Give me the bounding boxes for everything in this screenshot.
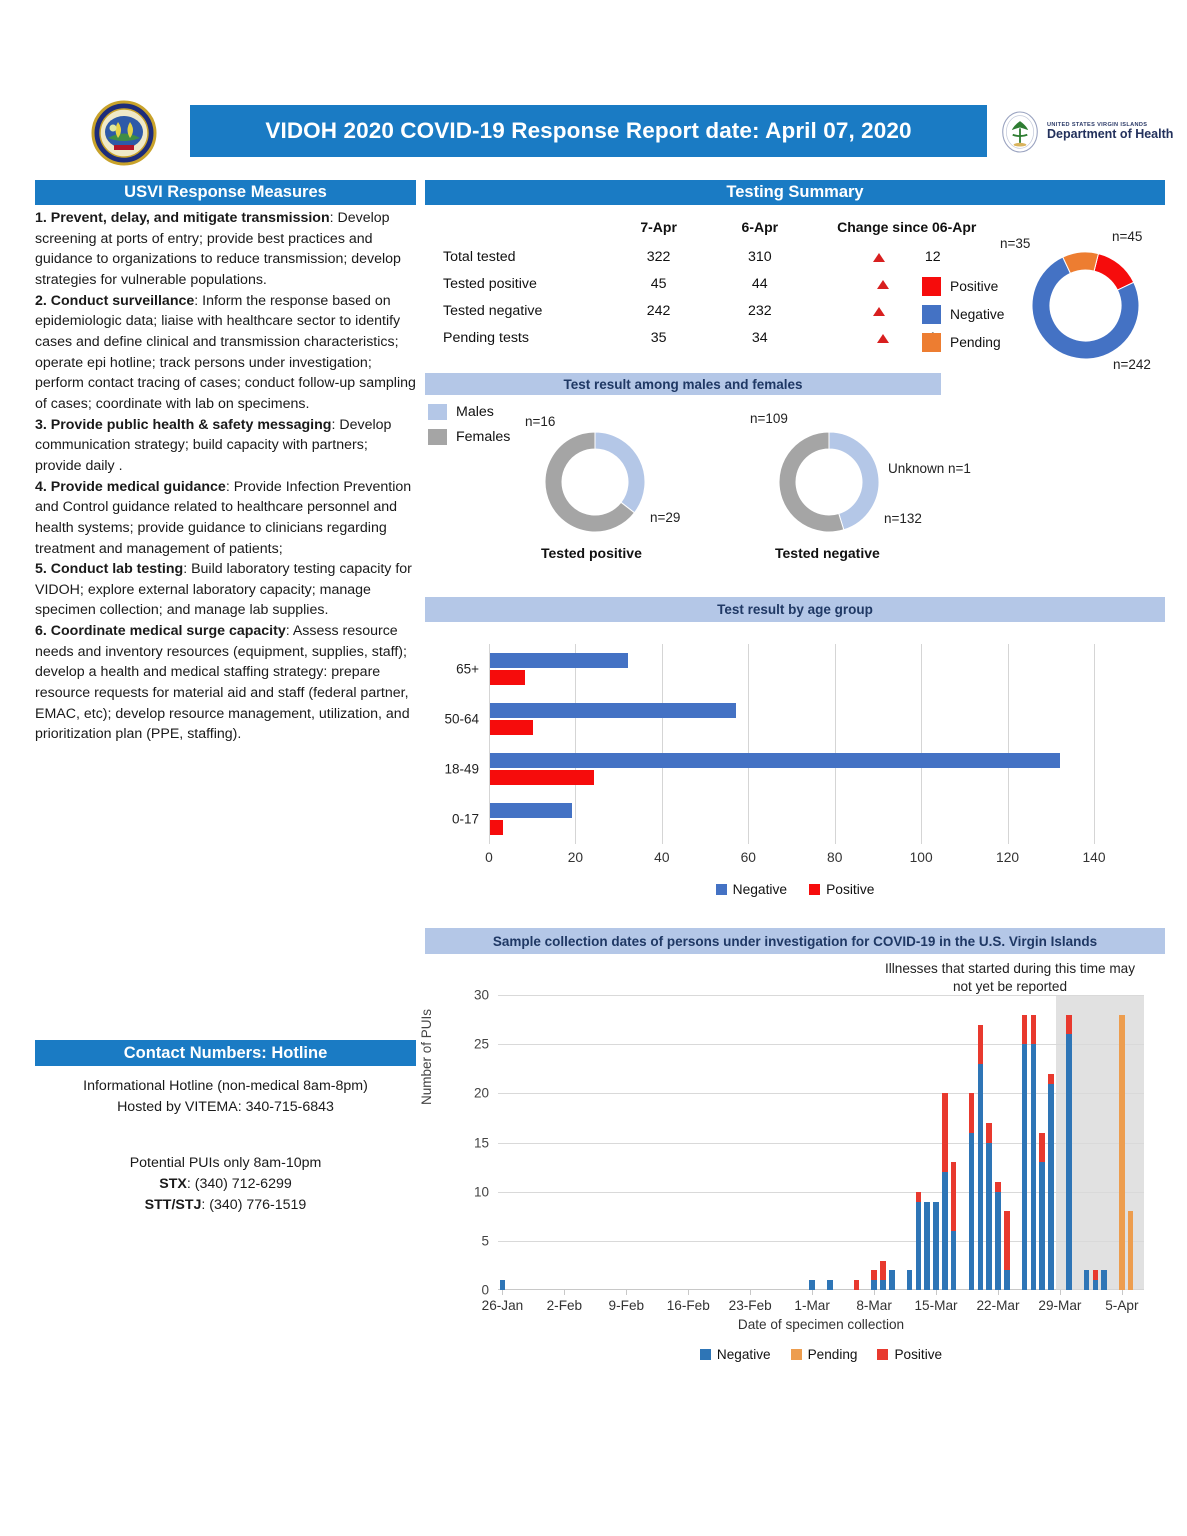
epi-bar-segment-positive <box>916 1192 921 1202</box>
response-measure-item <box>35 477 416 560</box>
gridline <box>498 1044 1144 1045</box>
gridline <box>921 644 922 844</box>
legend-label: Positive <box>826 882 875 897</box>
gridline <box>1008 644 1009 844</box>
epi-bar-segment-negative <box>1039 1162 1044 1290</box>
value-6-apr: 232 <box>747 302 772 319</box>
epi-bar <box>916 1192 921 1290</box>
x-axis-tick-mark <box>688 1290 689 1295</box>
epi-bar-segment-positive <box>995 1182 1000 1192</box>
epi-bar <box>809 1280 814 1290</box>
value-6-apr: 34 <box>751 329 768 346</box>
epi-bar-segment-positive <box>1093 1270 1098 1280</box>
legend-item <box>877 1347 942 1362</box>
x-axis-tick-label: 23-Feb <box>728 1298 772 1313</box>
age-bar <box>490 770 594 785</box>
hotline-line-2: Hosted by VITEMA: 340-715-6843 <box>117 1099 334 1116</box>
response-measure-heading: 5. Conduct lab testing <box>35 561 184 578</box>
epi-bar-segment-positive <box>969 1093 974 1132</box>
age-category-label: 18-49 <box>444 761 479 777</box>
table-header-cell: Change since 06-Apr <box>837 219 977 235</box>
donut-label-positive: n=45 <box>1112 229 1143 244</box>
epi-bar-segment-negative <box>969 1133 974 1290</box>
epi-curve-banner <box>425 928 1165 954</box>
x-axis-tick-mark <box>626 1290 627 1295</box>
epi-bar-segment-negative <box>978 1064 983 1290</box>
y-axis-tick-label: 25 <box>473 1036 489 1052</box>
epi-bar <box>1093 1270 1098 1290</box>
table-row <box>443 243 1003 270</box>
epi-bar <box>854 1280 859 1290</box>
doh-subtitle: UNITED STATES VIRGIN ISLANDS <box>1047 121 1148 128</box>
x-axis-tick-label: 120 <box>996 850 1020 865</box>
stx-phone-line <box>35 1174 416 1195</box>
epi-curve-legend <box>498 1347 1144 1362</box>
triangle-up-icon <box>873 253 885 262</box>
epi-bar-segment-negative <box>995 1192 1000 1290</box>
epi-curve-plot-area <box>473 987 1144 1313</box>
x-axis-tick-label: 16-Feb <box>666 1298 710 1313</box>
donut-slice <box>595 432 645 513</box>
epi-bar-segment-negative <box>942 1172 947 1290</box>
epi-bar-segment-positive <box>942 1093 947 1172</box>
gridline <box>498 1192 1144 1193</box>
legend-label: Positive <box>894 1347 943 1362</box>
y-axis-tick-label: 15 <box>473 1135 489 1150</box>
gridline <box>498 1093 1144 1094</box>
contact-numbers-banner <box>35 1040 416 1066</box>
response-measure-heading: 3. Provide public health & safety messaging <box>35 416 332 433</box>
epi-bar-segment-positive <box>880 1261 885 1281</box>
x-axis-tick-mark <box>874 1290 875 1295</box>
testing-summary-legend <box>922 277 1004 361</box>
value-7-apr: 322 <box>646 248 671 265</box>
doh-title: Department of Health <box>1047 127 1174 142</box>
x-axis-tick-mark <box>1060 1290 1061 1295</box>
legend-item <box>428 404 510 420</box>
epi-bar <box>1119 1015 1124 1290</box>
age-bar <box>490 720 533 735</box>
age-bar <box>490 703 736 718</box>
legend-label: Pending <box>950 335 1001 350</box>
value-6-apr: 44 <box>751 275 768 292</box>
row-label: Pending tests <box>443 329 529 346</box>
legend-swatch-icon <box>877 1349 888 1360</box>
epi-bar-segment-negative <box>951 1231 956 1290</box>
x-axis-tick-label: 9-Feb <box>608 1298 645 1313</box>
epi-bar-segment-negative <box>1066 1034 1071 1290</box>
epi-bar <box>1101 1270 1106 1290</box>
table-header-cell: 7-Apr <box>640 219 677 235</box>
age-group-chart <box>425 630 1165 915</box>
legend-swatch-icon <box>716 884 727 895</box>
value-7-apr: 45 <box>650 275 667 292</box>
x-axis-tick-label: 40 <box>654 850 670 865</box>
stx-number: : (340) 712-6299 <box>186 1175 292 1192</box>
negative-unknown-label: Unknown n=1 <box>888 461 971 476</box>
legend-swatch-icon <box>428 429 447 445</box>
legend-swatch-icon <box>922 277 941 296</box>
overall-test-result-donut <box>1032 252 1139 359</box>
epi-bar <box>880 1261 885 1291</box>
epi-bar-segment-positive <box>871 1270 876 1280</box>
epi-bar-segment-positive <box>1004 1211 1009 1270</box>
legend-swatch-icon <box>700 1349 711 1360</box>
tested-positive-caption: Tested positive <box>541 545 642 561</box>
x-axis-tick-label: 2-Feb <box>546 1298 583 1313</box>
response-measure-text: : Provide Infection Prevention and Control guidance related to healthcare personnel and health systems; provide guidance to clinicians regarding treatment and management of patients; <box>35 478 412 557</box>
response-measure-item <box>35 291 416 415</box>
epi-bar <box>924 1202 929 1291</box>
testing-summary-banner <box>425 180 1165 205</box>
epi-bar-segment-negative <box>1022 1044 1027 1290</box>
epi-bar-segment-negative <box>500 1280 505 1290</box>
legend-item <box>428 429 510 445</box>
epi-bar-segment-positive <box>978 1025 983 1064</box>
table-header-cell: 6-Apr <box>741 219 779 235</box>
epi-bar <box>1022 1015 1027 1290</box>
epi-bar <box>1066 1015 1071 1290</box>
table-row <box>443 324 1003 351</box>
y-axis-tick-label: 10 <box>473 1184 489 1200</box>
x-axis-tick-mark <box>564 1290 565 1295</box>
x-axis-tick-mark <box>750 1290 751 1295</box>
legend-swatch-icon <box>922 305 941 324</box>
epi-bar <box>978 1025 983 1291</box>
response-measure-item <box>35 621 416 745</box>
epi-curve-x-axis-title: Date of specimen collection <box>737 1317 905 1332</box>
x-axis-tick-label: 22-Mar <box>976 1298 1020 1313</box>
legend-swatch-icon <box>428 404 447 420</box>
response-measure-heading: 2. Conduct surveillance <box>35 292 195 309</box>
report-title-bar <box>190 105 987 157</box>
y-axis-tick-label: 30 <box>473 987 489 1003</box>
x-axis-tick-mark <box>1122 1290 1123 1295</box>
epi-bar-segment-negative <box>1048 1084 1053 1291</box>
epi-bar-segment-positive <box>951 1162 956 1231</box>
x-axis-tick-label: 26-Jan <box>481 1298 524 1313</box>
epi-bar <box>1031 1015 1036 1290</box>
epi-bar-segment-negative <box>916 1202 921 1291</box>
response-measure-text: : Inform the response based on epidemiologic data; liaise with healthcare sector to identify cases and define clinical and transmission characteristics; operate epi hotline; track persons under investigation; perform contact tracing of cases; conduct follow-up sampling of cases; coordinate with lab on specimens. <box>35 292 416 412</box>
epi-bar-segment-positive <box>1066 1015 1071 1035</box>
age-group-plot-area <box>444 644 1106 865</box>
epi-bar-segment-positive <box>854 1280 859 1290</box>
age-bar <box>490 753 1060 768</box>
positive-females-label: n=29 <box>650 510 681 525</box>
usvi-response-measures-title: USVI Response Measures <box>124 183 327 201</box>
epi-bar-segment-negative <box>1093 1280 1098 1290</box>
usvi-response-measures-banner <box>35 180 416 205</box>
response-measure-heading: 1. Prevent, delay, and mitigate transmission <box>35 210 330 226</box>
table-header-row <box>443 215 1003 243</box>
epi-bar-segment-positive <box>1022 1015 1027 1045</box>
epi-bar-segment-negative <box>986 1143 991 1291</box>
hotline-line-1: Informational Hotline (non-medical 8am-8pm) <box>83 1078 368 1094</box>
x-axis-tick-label: 5-Apr <box>1105 1298 1139 1313</box>
response-measure-item <box>35 415 416 477</box>
epi-bar-segment-negative <box>907 1270 912 1290</box>
epi-bar <box>986 1123 991 1290</box>
testing-summary-title: Testing Summary <box>726 183 864 201</box>
epi-bar-segment-negative <box>889 1270 894 1290</box>
doh-seal-icon <box>1000 109 1040 155</box>
epi-curve-y-axis-label: Number of PUIs <box>419 1008 434 1105</box>
legend-label: Positive <box>950 279 999 294</box>
table-header-cell <box>443 215 608 243</box>
epi-bar-segment-negative <box>809 1280 814 1290</box>
value-6-apr: 310 <box>747 248 772 265</box>
legend-item <box>791 1347 858 1362</box>
epi-bar-segment-positive <box>1039 1133 1044 1163</box>
value-7-apr: 35 <box>650 329 667 346</box>
y-axis-tick-label: 0 <box>481 1282 489 1298</box>
stt-stj-number: : (340) 776-1519 <box>201 1197 307 1214</box>
stt-stj-label: STT/STJ <box>144 1197 202 1214</box>
page-title: VIDOH 2020 COVID-19 Response Report date: April 07, 2020 <box>265 118 912 143</box>
contact-numbers-title: Contact Numbers: Hotline <box>123 1043 328 1062</box>
epi-bar <box>1039 1133 1044 1290</box>
y-axis-tick-label: 5 <box>481 1233 489 1249</box>
row-label: Tested positive <box>443 275 537 292</box>
legend-swatch-icon <box>791 1349 802 1360</box>
male-female-title: Test result among males and females <box>563 376 803 392</box>
epi-bar-segment-negative <box>880 1280 885 1290</box>
epi-curve-title: Sample collection dates of persons under investigation for COVID-19 in the U.S. Virgin Islands <box>492 933 1098 949</box>
stx-label: STX <box>159 1175 187 1192</box>
legend-label: Males <box>456 404 494 420</box>
legend-item <box>716 882 787 897</box>
legend-label: Negative <box>732 882 788 897</box>
male-female-legend <box>428 404 510 454</box>
legend-item <box>809 882 874 897</box>
response-measure-item <box>35 208 416 291</box>
age-group-title: Test result by age group <box>717 602 873 617</box>
response-measure-item <box>35 559 416 621</box>
gridline <box>575 644 576 844</box>
age-group-banner <box>425 597 1165 622</box>
epi-curve-annotation: Illnesses that started during this time may not yet be reported <box>884 961 1136 995</box>
usvi-government-seal-icon <box>88 100 160 166</box>
age-bar <box>490 653 628 668</box>
puis-hours-line: Potential PUIs only 8am-10pm <box>129 1154 322 1171</box>
male-female-banner <box>425 373 941 395</box>
legend-swatch-icon <box>922 333 941 352</box>
gridline <box>748 644 749 844</box>
change-cell <box>810 243 1003 270</box>
age-category-label: 65+ <box>456 661 479 677</box>
epi-bar <box>827 1280 832 1290</box>
gridline <box>1094 644 1095 844</box>
epi-bar-segment-negative <box>1004 1270 1009 1290</box>
testing-summary-table <box>443 215 1003 351</box>
tested-positive-sex-donut <box>545 432 645 532</box>
table-row <box>443 270 1003 297</box>
department-of-health-logo <box>1000 104 1180 160</box>
change-value: 12 <box>924 248 941 265</box>
y-axis-tick-label: 20 <box>473 1085 489 1101</box>
response-measure-heading: 6. Coordinate medical surge capacity <box>35 623 286 640</box>
triangle-up-icon <box>877 280 889 289</box>
legend-label: Negative <box>950 307 1005 322</box>
epi-bar <box>942 1093 947 1290</box>
response-measure-text: : Develop communication strategy; build capacity with partners; provide daily . <box>35 416 392 474</box>
epi-bar <box>995 1182 1000 1290</box>
x-axis-tick-mark <box>502 1290 503 1295</box>
legend-label: Pending <box>807 1347 858 1362</box>
age-category-label: 0-17 <box>451 811 479 827</box>
epi-curve-chart <box>419 985 1165 1395</box>
epi-bar-segment-pending <box>1128 1211 1133 1290</box>
response-measure-text: : Build laboratory testing capacity for VIDOH; explore external laboratory capacity; manage specimen collection; and manage lab supplies. <box>35 561 412 619</box>
epi-bar-segment-positive <box>1031 1015 1036 1045</box>
table-row <box>443 297 1003 324</box>
response-measure-text: : Develop screening at ports of entry; provide best practices and guidance to organizations to reduce transmission; develop strategies for vulnerable populations. <box>35 210 401 288</box>
x-axis-tick-mark <box>936 1290 937 1295</box>
epi-bar-segment-negative <box>933 1202 938 1291</box>
x-axis-tick-label: 140 <box>1082 850 1106 865</box>
response-measure-heading: 4. Provide medical guidance <box>35 478 226 495</box>
epi-bar-segment-positive <box>1048 1074 1053 1084</box>
legend-item <box>922 277 1004 296</box>
epi-bar-segment-negative <box>827 1280 832 1290</box>
x-axis-tick-mark <box>812 1290 813 1295</box>
epi-bar <box>871 1270 876 1290</box>
triangle-up-icon <box>877 334 889 343</box>
age-group-legend <box>425 882 1165 897</box>
epi-bar <box>969 1093 974 1290</box>
stt-stj-phone-line <box>35 1195 416 1216</box>
donut-label-negative: n=242 <box>1113 357 1151 372</box>
usvi-response-measures-body <box>35 208 416 745</box>
gridline <box>835 644 836 844</box>
donut-label-pending: n=35 <box>1000 236 1031 251</box>
x-axis-tick-label: 8-Mar <box>856 1298 892 1313</box>
positive-males-label: n=16 <box>525 414 556 429</box>
negative-males-label: n=109 <box>750 411 788 426</box>
x-axis-tick-label: 15-Mar <box>914 1298 958 1313</box>
tested-negative-sex-donut <box>779 432 879 532</box>
row-label: Total tested <box>443 248 516 265</box>
value-7-apr: 242 <box>646 302 671 319</box>
x-axis-tick-label: 100 <box>909 850 933 865</box>
age-bar <box>490 820 503 835</box>
legend-swatch-icon <box>809 884 820 895</box>
x-axis-tick-label: 80 <box>827 850 843 865</box>
age-bar <box>490 803 572 818</box>
epi-bar-segment-negative <box>1084 1270 1089 1290</box>
epi-bar <box>951 1162 956 1290</box>
table-body <box>443 243 1003 351</box>
row-label: Tested negative <box>443 302 543 319</box>
gridline <box>498 1241 1144 1242</box>
legend-item <box>922 305 1004 324</box>
tested-negative-caption: Tested negative <box>775 545 880 561</box>
gridline <box>498 995 1144 996</box>
gridline <box>662 644 663 844</box>
epi-bar-segment-negative <box>924 1202 929 1291</box>
epi-bar-segment-negative <box>1031 1044 1036 1290</box>
triangle-up-icon <box>873 307 885 316</box>
contact-numbers-body <box>35 1076 416 1216</box>
gridline <box>498 1143 1144 1144</box>
epi-bar <box>933 1202 938 1291</box>
x-axis-tick-label: 20 <box>567 850 584 865</box>
age-bar <box>490 670 525 685</box>
x-axis-tick-label: 1-Mar <box>794 1298 830 1313</box>
response-measure-text: : Assess resource needs and inventory resources (equipment, supplies, staff); develop a health and medical staffing strategy: prepare resource requests for material aid and staff (federal partner, EMAC, etc); develop resource management, utilization, and prioritization plan (PPE, staffing). <box>35 623 410 743</box>
epi-bar <box>500 1280 505 1290</box>
x-axis-tick-label: 60 <box>740 850 756 865</box>
epi-bar-segment-positive <box>986 1123 991 1143</box>
epi-bar <box>1128 1211 1133 1290</box>
legend-item <box>700 1347 771 1362</box>
x-axis-tick-label: 0 <box>485 850 493 865</box>
epi-bar <box>1084 1270 1089 1290</box>
legend-label: Females <box>456 429 511 445</box>
epi-bar <box>907 1270 912 1290</box>
epi-bar-segment-negative <box>871 1280 876 1290</box>
x-axis-tick-mark <box>998 1290 999 1295</box>
epi-x-axis-line <box>498 1289 1144 1290</box>
legend-item <box>922 333 1004 352</box>
epi-bar <box>889 1270 894 1290</box>
negative-females-label: n=132 <box>884 511 922 526</box>
epi-bar <box>1004 1211 1009 1290</box>
age-category-label: 50-64 <box>444 711 479 727</box>
x-axis-tick-label: 29-Mar <box>1038 1298 1082 1313</box>
epi-bar-segment-negative <box>1101 1270 1106 1290</box>
epi-bar <box>1048 1074 1053 1290</box>
epi-bar-segment-pending <box>1119 1015 1124 1290</box>
legend-label: Negative <box>716 1347 771 1362</box>
